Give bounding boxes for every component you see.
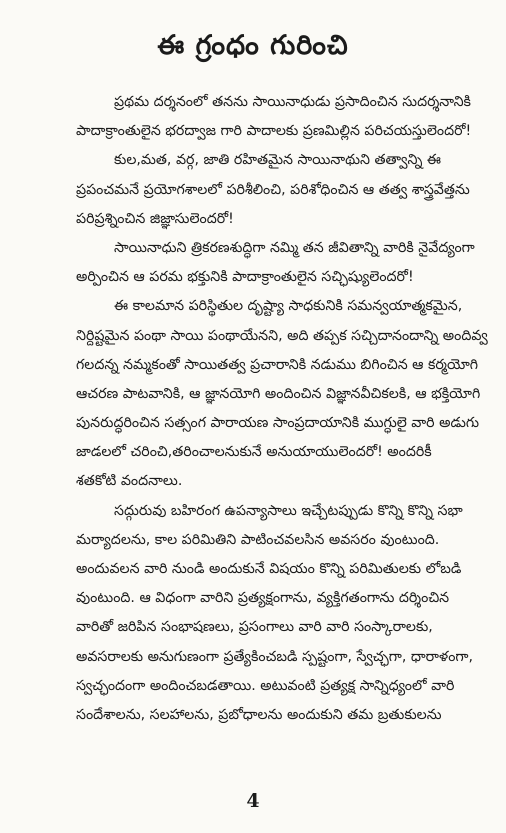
text-line: పాదాక్రాంతులైన భరద్వాజ గారి పాదాలకు ప్రణమిల్లిన పరిచయస్తులెందరో! bbox=[76, 123, 472, 140]
text-line: మర్యాదలను, కాల పరిమితిని పాటించవలసిన అవసరం వుంటుంది. bbox=[76, 531, 440, 548]
paragraph-5 bbox=[76, 497, 490, 731]
text-line: అర్పించిన ఆ పరమ భక్తునికి పాదాక్రాంతులైన సచ్ఛిష్యులెందరో! bbox=[76, 269, 414, 286]
text-line: అవసరాలకు అనుగుణంగా ప్రత్యేకించబడి స్పష్టంగా, స్వేచ్ఛగా, ధారాళంగా, bbox=[76, 648, 473, 665]
paragraph-2 bbox=[76, 146, 490, 234]
paragraph-3 bbox=[76, 234, 490, 292]
paragraph-4 bbox=[76, 292, 490, 496]
text-line: ఆచరణ పాటవానికి, ఆ జ్ఞానయోగి అందించిన విజ్ఞానవీచికలకి, ఆ భక్తియోగి bbox=[76, 385, 481, 402]
text-line: వుంటుంది. ఆ విధంగా వారిని ప్రత్యక్షంగాను, వ్యక్తిగతంగాను దర్శించిన bbox=[76, 590, 450, 607]
text-line: జాడలలో చరించి,తరించాలనుకునే అనుయాయులెందరో! అందరికీ bbox=[76, 444, 432, 461]
text-line: సద్గురువు బహిరంగ ఉపన్యాసాలు ఇచ్చేటప్పుడు కొన్ని కొన్ని సభా bbox=[114, 502, 463, 519]
text-line: సందేశాలను, సలహాలను, ప్రబోధాలను అందుకుని తమ బ్రతుకులను bbox=[76, 706, 442, 723]
text-line: శతకోటి వందనాలు. bbox=[76, 473, 183, 490]
text-line: స్వచ్ఛందంగా అందించబడతాయి. అటువంటి ప్రత్యక్ష సాన్నిధ్యంలో వారి bbox=[76, 677, 455, 694]
body-text bbox=[76, 88, 490, 730]
text-line: కుల,మత, వర్గ, జాతి రహితమైన సాయినాథుని తత్వాన్ని ఈ bbox=[114, 152, 441, 169]
text-line: ఈ కాలమాన పరిస్థితుల దృష్ట్యా సాధకునికి సమన్వయాత్మకమైన, bbox=[114, 298, 463, 315]
page-title: ఈ గ్రంధం గురించి bbox=[157, 30, 349, 61]
text-line: వారితో జరిపిన సంభాషణలు, ప్రసంగాలు వారి వారి సంస్కారాలకు, bbox=[76, 619, 433, 636]
page-number: 4 bbox=[246, 790, 260, 812]
paragraph-1 bbox=[76, 88, 490, 146]
text-line: పునరుద్ధరించిన సత్సంగ పారాయణ సాంప్రదాయానికి ముగ్ధులై వారి అడుగు bbox=[76, 415, 480, 432]
text-line: ప్రపంచమనే ప్రయోగశాలలో పరిశీలించి, పరిశోధించిన ఆ తత్వ శాస్త్రవేత్తను bbox=[76, 181, 470, 198]
text-line: ప్రథమ దర్శనంలో తనను సాయినాధుడు ప్రసాదించిన సుదర్శనానికి bbox=[114, 94, 471, 110]
text-line: అందువలన వారి నుండి అందుకునే విషయం కొన్ని పరిమితులకు లోబడి bbox=[76, 561, 462, 577]
text-line: నిర్దిష్టమైన పంథా సాయి పంథాయేనని, అది తప్పక సచ్చిదానందాన్ని అందివ్వ bbox=[76, 327, 488, 344]
text-line: గలదన్న నమ్మకంతో సాయితత్వ ప్రచారానికి నడుము బిగించిన ఆ కర్మయోగి bbox=[76, 356, 479, 373]
text-line: పరిప్రశ్నించిన జిజ్ఞాసులెందరో! bbox=[76, 210, 234, 227]
text-line: సాయినాధుని త్రికరణశుద్ధిగా నమ్మి తన జీవితాన్ని వారికి నైవేద్యంగా bbox=[114, 239, 475, 256]
